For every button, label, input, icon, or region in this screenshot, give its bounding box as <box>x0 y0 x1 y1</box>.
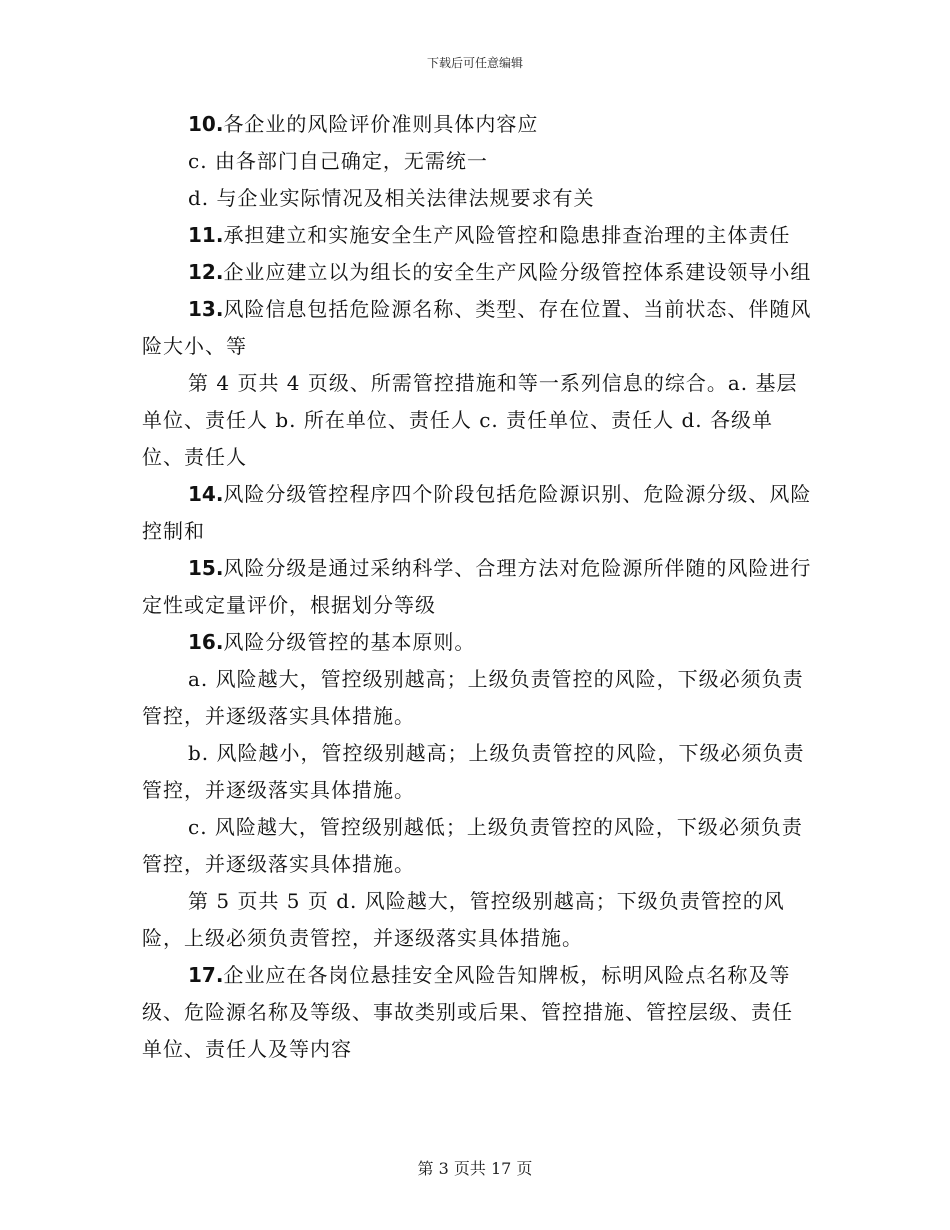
question-number: 14. <box>188 482 224 506</box>
question-number: 11. <box>188 223 224 247</box>
question-number: 12. <box>188 260 224 284</box>
paragraph-text: 风险分级是通过采纳科学、合理方法对危险源所伴随的风险进行定性或定量评价，根据划分等级 <box>142 556 812 617</box>
question-number: 13. <box>188 297 224 321</box>
paragraph-q11 <box>142 217 812 254</box>
paragraph-option-d2 <box>142 883 812 957</box>
paragraph-text: 风险分级管控程序四个阶段包括危险源识别、危险源分级、风险控制和 <box>142 482 812 543</box>
paragraph-q13 <box>142 291 812 365</box>
paragraph-option-b <box>142 735 812 809</box>
paragraph-option-c <box>142 143 812 180</box>
paragraph-text: 风险分级管控的基本原则。 <box>223 630 476 654</box>
paragraph-option-a <box>142 661 812 735</box>
paragraph-q10 <box>142 106 812 143</box>
paragraph-text: 各企业的风险评价准则具体内容应 <box>223 112 539 136</box>
paragraph-q17 <box>142 957 812 1068</box>
paragraph-text: c. 由各部门自己确定，无需统一 <box>188 149 488 173</box>
question-number: 17. <box>188 963 224 987</box>
paragraph-text: d. 与企业实际情况及相关法律法规要求有关 <box>188 186 595 210</box>
paragraph-text: 风险信息包括危险源名称、类型、存在位置、当前状态、伴随风险大小、等 <box>142 297 812 358</box>
paragraph-text: c. 风险越大，管控级别越低；上级负责管控的风险，下级必须负责管控，并逐级落实具体措施。 <box>142 815 803 876</box>
paragraph-text: 第 5 页共 5 页 d. 风险越大，管控级别越高；下级负责管控的风险，上级必须负责管控，并逐级落实具体措施。 <box>142 889 785 950</box>
question-number: 16. <box>188 630 224 654</box>
paragraph-q12 <box>142 254 812 291</box>
paragraph-q13-continued <box>142 365 812 476</box>
page-header: 下载后可任意编辑 <box>426 56 523 70</box>
document-body <box>142 106 812 1068</box>
paragraph-option-c2 <box>142 809 812 883</box>
page-footer: 第 3 页共 17 页 <box>417 1159 533 1178</box>
paragraph-text: 第 4 页共 4 页级、所需管控措施和等一系列信息的综合。a. 基层单位、责任人 b. 所在单位、责任人 c. 责任单位、责任人 d. 各级单位、责任人 <box>142 371 798 469</box>
question-number: 15. <box>188 556 224 580</box>
paragraph-text: 承担建立和实施安全生产风险管控和隐患排查治理的主体责任 <box>223 223 791 247</box>
paragraph-q15 <box>142 550 812 624</box>
paragraph-text: a. 风险越大，管控级别越高；上级负责管控的风险，下级必须负责管控，并逐级落实具体措施。 <box>142 667 804 728</box>
paragraph-option-d <box>142 180 812 217</box>
paragraph-text: b. 风险越小，管控级别越高；上级负责管控的风险，下级必须负责管控，并逐级落实具体措施。 <box>142 741 805 802</box>
paragraph-q16 <box>142 624 812 661</box>
question-number: 10. <box>188 112 224 136</box>
paragraph-q14 <box>142 476 812 550</box>
paragraph-text: 企业应在各岗位悬挂安全风险告知牌板，标明风险点名称及等级、危险源名称及等级、事故类别或后果、管控措施、管控层级、责任单位、责任人及等内容 <box>142 963 793 1061</box>
paragraph-text: 企业应建立以为组长的安全生产风险分级管控体系建设领导小组 <box>223 260 812 284</box>
